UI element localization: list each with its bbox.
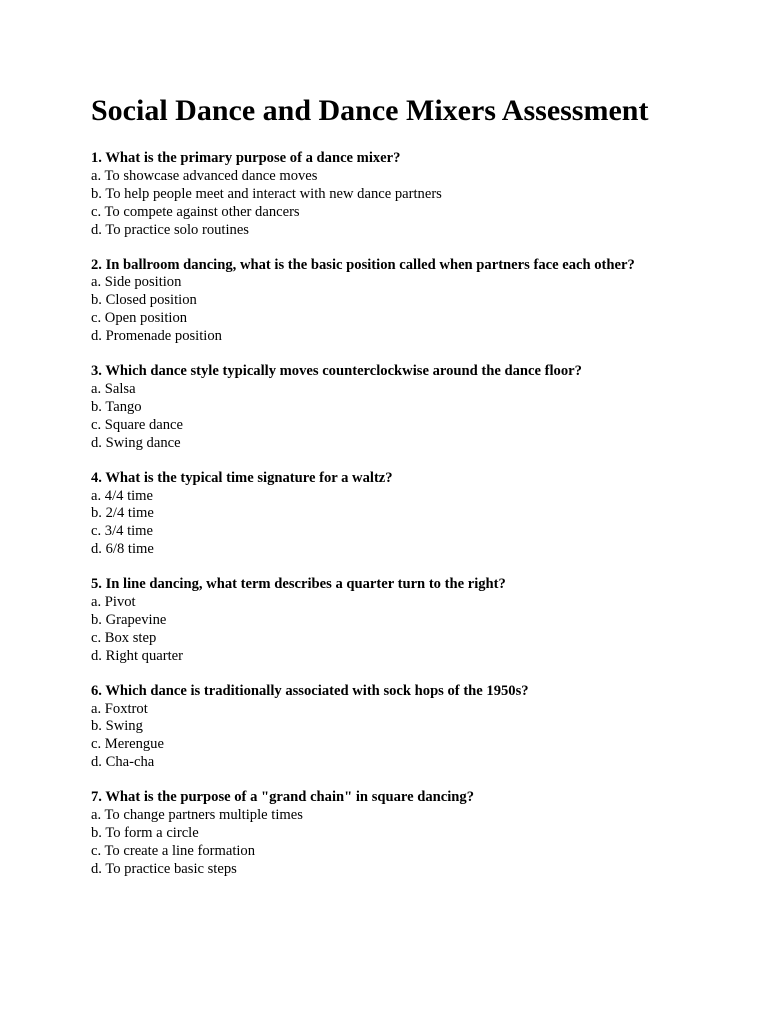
question-text: 1. What is the primary purpose of a dance mixer? bbox=[91, 150, 401, 166]
answer-option-d: d. To practice solo routines bbox=[91, 221, 249, 238]
answer-option-d: d. To practice basic steps bbox=[91, 860, 237, 877]
answer-option-a: a. Side position bbox=[91, 274, 182, 291]
answer-option-b: b. Swing bbox=[91, 718, 143, 735]
answer-option-c: c. 3/4 time bbox=[91, 523, 154, 540]
answer-option-c: c. Box step bbox=[91, 629, 157, 646]
answer-option-d: d. 6/8 time bbox=[91, 541, 154, 558]
question-text: 3. Which dance style typically moves counterclockwise around the dance floor? bbox=[91, 363, 582, 380]
answer-option-a: a. 4/4 time bbox=[91, 487, 154, 504]
answer-option-b: b. Tango bbox=[91, 398, 142, 415]
answer-option-c: c. Merengue bbox=[91, 736, 164, 753]
answer-option-c: c. Square dance bbox=[91, 416, 183, 433]
answer-option-b: b. To form a circle bbox=[91, 825, 199, 841]
answer-option-b: b. Closed position bbox=[91, 292, 197, 309]
question-1 bbox=[91, 150, 731, 240]
answer-option-d: d. Cha-cha bbox=[91, 754, 155, 771]
answer-option-a: a. Salsa bbox=[91, 380, 136, 397]
answer-option-a: a. Foxtrot bbox=[91, 700, 148, 717]
question-7 bbox=[91, 789, 731, 879]
page-title: Social Dance and Dance Mixers Assessment bbox=[91, 94, 649, 127]
answer-option-a: a. Pivot bbox=[91, 594, 136, 611]
question-text: 2. In ballroom dancing, what is the basic position called when partners face each other? bbox=[91, 256, 635, 273]
answer-option-a: a. To showcase advanced dance moves bbox=[91, 167, 318, 184]
question-text: 6. Which dance is traditionally associated with sock hops of the 1950s? bbox=[91, 682, 529, 699]
answer-option-b: b. To help people meet and interact with new dance partners bbox=[91, 185, 442, 202]
answer-option-b: b. 2/4 time bbox=[91, 505, 154, 522]
answer-option-a: a. To change partners multiple times bbox=[91, 807, 303, 824]
answer-option-d: d. Promenade position bbox=[91, 328, 222, 345]
question-2 bbox=[91, 257, 731, 347]
document-page bbox=[91, 92, 731, 896]
question-6 bbox=[91, 683, 731, 773]
question-3 bbox=[91, 363, 731, 453]
question-4 bbox=[91, 470, 731, 560]
answer-option-c: c. To compete against other dancers bbox=[91, 203, 300, 220]
answer-option-c: c. Open position bbox=[91, 310, 188, 327]
answer-option-d: d. Swing dance bbox=[91, 434, 181, 451]
question-text: 7. What is the purpose of a "grand chain" in square dancing? bbox=[91, 789, 475, 806]
question-text: 5. In line dancing, what term describes a quarter turn to the right? bbox=[91, 576, 506, 593]
question-text: 4. What is the typical time signature for a waltz? bbox=[91, 469, 393, 486]
answer-option-d: d. Right quarter bbox=[91, 647, 184, 664]
answer-option-c: c. To create a line formation bbox=[91, 842, 256, 859]
question-5 bbox=[91, 576, 731, 666]
answer-option-b: b. Grapevine bbox=[91, 611, 167, 628]
